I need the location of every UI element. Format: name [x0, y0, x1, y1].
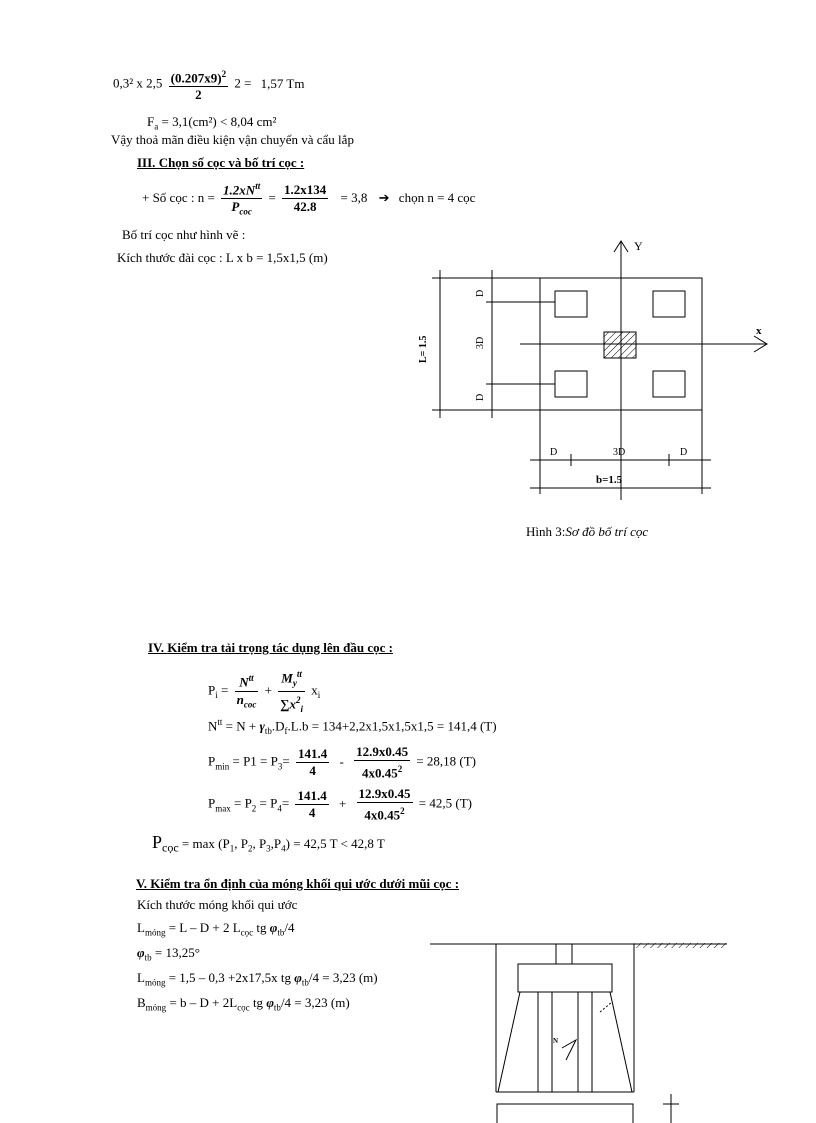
lmong-calc: $L_{móng} = 1,5 - 0,3 +2x17,5x$ tg $\varphi_{tb}/4 = 3,23$ (m) [137, 970, 378, 988]
pile-layout-diagram [0, 0, 816, 560]
cap-size-text: Kích thước đài cọc : L x b = 1,5x1,5 (m) [117, 250, 328, 265]
axis-x-label: x [756, 325, 762, 337]
bmong-calc: $B_{móng} = b - D + 2L_{cọc}$ tg $\varphi_{tb}/4 = 3,23$ (m) [137, 995, 350, 1013]
column [604, 332, 636, 358]
fa-line: $F_a = 3,1(cm^2) < 8,04$ cm² [147, 114, 277, 132]
pcoc-line: $P_{cọc} = \max (P_1$, $P_2$, $P_3,P_4) = 42,5$ T < 42,8 T [152, 832, 385, 855]
conclusion-line: Vậy thoả mãn điều kiện vận chuyển và cẩu lắp [111, 132, 354, 147]
figure-3-caption: Hình 3:Sơ đồ bố trí cọc [526, 524, 649, 539]
moment-fraction: $\frac{(0.207x9)^2}{2}$ [169, 66, 228, 103]
dim-3d-b: 3D [613, 447, 626, 458]
ntt-line: $N^{tt} = N + \gamma_{tb}.D_f.L.b = 134+2,2x1,5x1,5x1,5 = 141,4$ (T) [208, 717, 497, 736]
pile-1 [555, 291, 587, 317]
pmax-formula: $P_{max} = P_2 = P_4=$ $\frac{141.4}{4}$ + $\frac{12.9x0.45}{4x0.45^2}$ = 42,5 (T) [208, 786, 472, 823]
dim-l-label: L= 1.5 [418, 335, 429, 363]
layout-text: Bố trí cọc như hình vẽ : [122, 227, 246, 242]
pile-3 [555, 371, 587, 397]
pile-4 [653, 371, 685, 397]
section-4-heading: IV. Kiểm tra tải trọng tác dụng lên đầu cọc : [148, 640, 393, 655]
dim-b-label: b=1.5 [596, 474, 623, 486]
ground-hatch [634, 943, 727, 948]
arrow-right-icon: ➔ [378, 189, 390, 205]
dim-d-bottom: D [475, 393, 486, 401]
pmin-formula: $P_{min} = P1 = P_3=$ $\frac{141.4}{4}$ - $\frac{12.9x0.45}{4x0.45^2}$ = 28,18 (T) [208, 744, 476, 781]
phi-value: $\varphi_{tb} = 13,25^\circ$ [137, 945, 200, 963]
lower-block [497, 1104, 633, 1123]
dim-3d-left: 3D [475, 336, 486, 349]
section-5-heading: V. Kiểm tra ổn định của móng khối qui ước dưới mũi cọc : [136, 876, 460, 891]
pile-2 [653, 291, 685, 317]
pile-count-formula: + Số cọc : n = $\frac{1.2xN^{tt}}{P_{coc}}$ = $\frac{1.2x134}{42.8}$ = 3,8 ➔ chọn n = 4 cọc [142, 178, 475, 220]
block-size-text: Kích thước móng khối qui ước [137, 897, 298, 912]
block-foundation-diagram [0, 930, 816, 1123]
moment-formula: 0,3² x 2,5 $\frac{(0.207x9)^2}{2}$ 2 = 1,57 Tm [113, 66, 305, 103]
pi-formula: $P_i$ = $\frac{N^{tt}}{n_{coc}}$ + $\frac{M_y^{tt}}{\sum x^2_i}$ $x_i$ [208, 666, 320, 717]
dim-d-top: D [475, 289, 486, 297]
angle-label: N [553, 1037, 559, 1045]
section-3-heading: III. Chọn số cọc và bố trí cọc : [137, 155, 305, 170]
lmong-formula: $L_{móng} = L - D + 2$ $L_{cọc}$ tg $\varphi_{tb}/4$ [137, 920, 295, 938]
dim-d-right-b: D [680, 447, 688, 458]
dim-d-left-b: D [550, 447, 558, 458]
axis-y-label: Y [634, 239, 643, 253]
foundation-cap [518, 964, 612, 992]
